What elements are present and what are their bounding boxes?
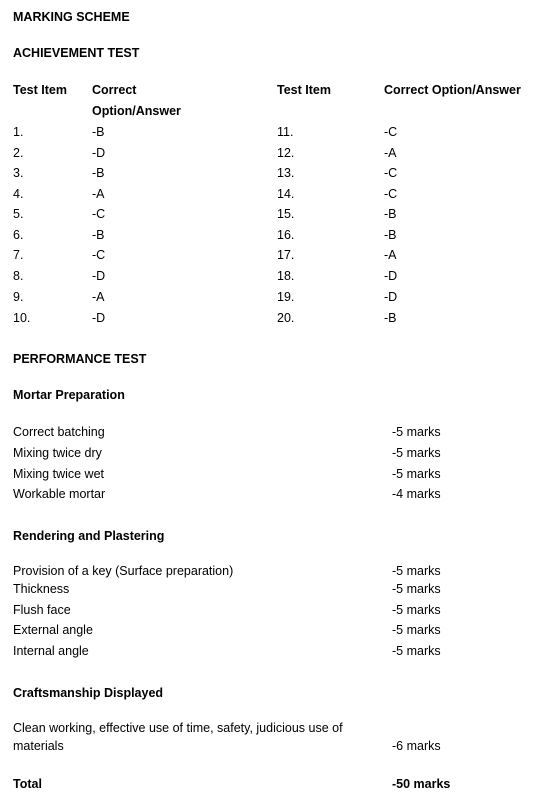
item-answer: -C: [384, 125, 398, 139]
criterion-label: Mixing twice wet: [13, 467, 104, 481]
list-item: [0, 446, 545, 464]
item-answer: -D: [92, 146, 106, 160]
item-number: 19.: [277, 290, 295, 304]
item-answer: -D: [92, 269, 106, 283]
item-answer: -D: [384, 269, 398, 283]
item-answer: -C: [92, 207, 106, 221]
criterion-label: Correct batching: [13, 425, 105, 439]
list-item: [0, 425, 545, 443]
criterion-label: Workable mortar: [13, 487, 106, 501]
table-row: [0, 207, 545, 225]
criterion-label: Provision of a key (Surface preparation): [13, 564, 234, 578]
craftsmanship-heading: Craftsmanship Displayed: [13, 686, 164, 700]
craftsmanship-marks: -6 marks: [392, 739, 441, 753]
item-number: 6.: [13, 228, 24, 242]
header-test-item-right: Test Item: [277, 83, 331, 97]
criterion-label: Flush face: [13, 603, 71, 617]
item-number: 3.: [13, 166, 24, 180]
item-answer: -D: [92, 311, 106, 325]
item-number: 16.: [277, 228, 295, 242]
table-row: [0, 146, 545, 164]
list-item: [0, 487, 545, 505]
criterion-label: External angle: [13, 623, 93, 637]
item-answer: -A: [92, 290, 105, 304]
item-number: 9.: [13, 290, 24, 304]
criterion-marks: -5 marks: [392, 425, 441, 439]
criterion-marks: -5 marks: [392, 564, 441, 578]
item-number: 20.: [277, 311, 295, 325]
header-test-item-left: Test Item: [13, 83, 67, 97]
craftsmanship-description-line1: Clean working, effective use of time, safety, judicious use of: [13, 721, 343, 735]
list-item: [0, 623, 545, 641]
item-number: 4.: [13, 187, 24, 201]
criterion-label: Internal angle: [13, 644, 89, 658]
item-answer: -C: [92, 248, 106, 262]
table-row: [0, 125, 545, 143]
list-item: [0, 603, 545, 621]
table-row: [0, 248, 545, 266]
craftsmanship-description-line2: materials: [13, 739, 64, 753]
item-number: 7.: [13, 248, 24, 262]
item-number: 8.: [13, 269, 24, 283]
item-number: 10.: [13, 311, 31, 325]
item-number: 17.: [277, 248, 295, 262]
item-answer: -B: [92, 125, 105, 139]
list-item: [0, 582, 545, 600]
table-row: [0, 228, 545, 246]
item-answer: -D: [384, 290, 398, 304]
rendering-heading: Rendering and Plastering: [13, 529, 165, 543]
performance-heading: PERFORMANCE TEST: [13, 352, 147, 366]
item-answer: -B: [92, 166, 105, 180]
item-number: 5.: [13, 207, 24, 221]
document-title: MARKING SCHEME: [13, 10, 130, 24]
table-row: [0, 187, 545, 205]
item-number: 11.: [277, 125, 294, 139]
mortar-heading: Mortar Preparation: [13, 388, 125, 402]
list-item: [0, 467, 545, 485]
criterion-marks: -5 marks: [392, 623, 441, 637]
item-number: 13.: [277, 166, 295, 180]
table-row: [0, 166, 545, 184]
criterion-marks: -5 marks: [392, 446, 441, 460]
item-answer: -B: [384, 311, 397, 325]
item-answer: -A: [384, 248, 397, 262]
criterion-label: Thickness: [13, 582, 70, 596]
list-item: [0, 644, 545, 662]
item-number: 18.: [277, 269, 295, 283]
total-marks: -50 marks: [392, 777, 451, 791]
header-correct-right: Correct Option/Answer: [384, 83, 521, 97]
table-row: [0, 290, 545, 308]
item-answer: -C: [384, 166, 398, 180]
item-answer: -A: [384, 146, 397, 160]
table-row: [0, 269, 545, 287]
item-number: 14.: [277, 187, 295, 201]
item-answer: -C: [384, 187, 398, 201]
item-number: 12.: [277, 146, 295, 160]
header-correct-left-line1: Correct: [92, 83, 137, 97]
criterion-marks: -5 marks: [392, 603, 441, 617]
item-answer: -B: [92, 228, 105, 242]
criterion-marks: -5 marks: [392, 644, 441, 658]
item-answer: -B: [384, 228, 397, 242]
item-number: 15.: [277, 207, 295, 221]
criterion-marks: -4 marks: [392, 487, 441, 501]
item-answer: -B: [384, 207, 397, 221]
item-answer: -A: [92, 187, 105, 201]
criterion-marks: -5 marks: [392, 582, 441, 596]
list-item: [0, 564, 545, 582]
criterion-marks: -5 marks: [392, 467, 441, 481]
total-label: Total: [13, 777, 42, 791]
criterion-label: Mixing twice dry: [13, 446, 102, 460]
achievement-heading: ACHIEVEMENT TEST: [13, 46, 140, 60]
item-number: 2.: [13, 146, 24, 160]
item-number: 1.: [13, 125, 24, 139]
table-row: [0, 311, 545, 329]
header-correct-left-line2: Option/Answer: [92, 104, 181, 118]
